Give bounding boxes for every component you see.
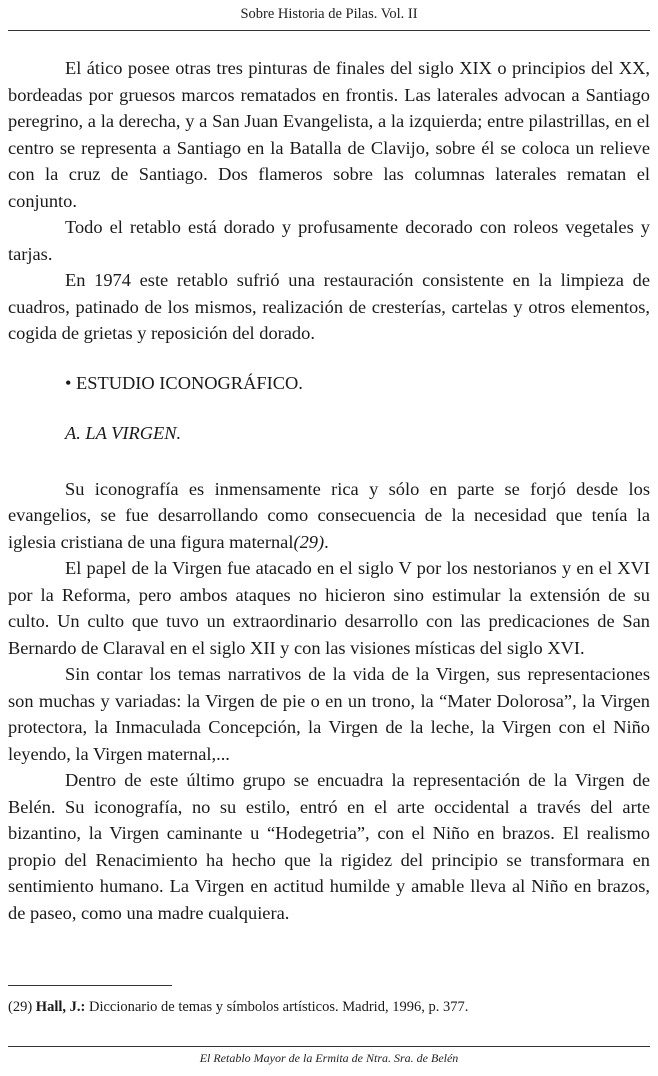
body-text (8, 55, 650, 926)
paragraph-restauracion: En 1974 este retablo sufrió una restauración consistente en la limpieza de cuadros, patinado de los mismos, realización de cresterías, cartelas y otros elementos, cogida de grietas y reposición del dorado. (8, 270, 650, 343)
footnote-number: (29) (8, 999, 33, 1015)
paragraph-virgen-belen: Dentro de este último grupo se encuadra la representación de la Virgen de Belén. Su iconografía, no su estilo, entró en el arte occidental a través del arte bizantino, la Virgen caminante u “Hodegetria”, con el Niño en brazos. El realismo propio del Renacimiento ha hecho que la rigidez del principio se transformara en sentimiento humano. La Virgen en actitud humilde y amable lleva al Niño en brazos, de paseo, como una madre cualquiera. (8, 770, 650, 923)
footnote-author: Hall, J.: (35, 999, 86, 1015)
paragraph-papel-virgen: El papel de la Virgen fue atacado en el siglo V por los nestorianos y en el XVI por la Reforma, pero ambos ataques no hicieron sino estimular la extensión de su culto. Un culto que tuvo un extraordinario desarrollo con las predicaciones de San Bernardo de Claraval en el siglo XII y con las visiones místicas del siglo XVI. (8, 558, 650, 658)
running-head: Sobre Historia de Pilas. Vol. II (240, 6, 418, 22)
footnote-rule (8, 985, 172, 986)
footnote (8, 999, 650, 1016)
header-rule (8, 30, 650, 31)
paragraph-atico: El ático posee otras tres pinturas de finales del siglo XIX o principios del XX, bordeadas por gruesos marcos rematados en frontis. Las laterales advocan a Santiago peregrino, a la derecha, y a San Juan Evangelista, a la izquierda; entre pilastrillas, en el centro se representa a Santiago en la Batalla de Clavijo, sobre él se coloca un relieve con la cruz de Santiago. Dos flameros sobre las columnas laterales rematan el conjunto. (8, 58, 650, 211)
running-foot: El Retablo Mayor de la Ermita de Ntra. Sra. de Belén (199, 1051, 459, 1065)
subheading-la-virgen: A. LA VIRGEN. (65, 423, 182, 443)
paragraph-retablo-dorado: Todo el retablo está dorado y profusamente decorado con roleos vegetales y tarjas. (8, 217, 650, 264)
footnote-text: Diccionario de temas y símbolos artísticos. Madrid, 1996, p. 377. (88, 999, 469, 1015)
footer-rule (8, 1046, 650, 1047)
paragraph-representaciones: Sin contar los temas narrativos de la vida de la Virgen, sus representaciones son muchas y variadas: la Virgen de pie o en un trono, la “Mater Dolorosa”, la Virgen protectora, la Inmaculada Concepción, la Virgen de la leche, la Virgen con el Niño leyendo, la Virgen maternal,... (8, 664, 650, 764)
paragraph-iconografia (8, 476, 650, 556)
paragraph-iconografia-end: . (324, 531, 329, 552)
paragraph-iconografia-text: Su iconografía es inmensamente rica y sólo en parte se forjó desde los evangelios, se fue desarrollando como consecuencia de la necesidad que tenía la iglesia cristiana de una figura maternal (8, 478, 650, 552)
footnote-reference: (29) (293, 531, 325, 552)
section-heading: • ESTUDIO ICONOGRÁFICO. (65, 372, 303, 393)
